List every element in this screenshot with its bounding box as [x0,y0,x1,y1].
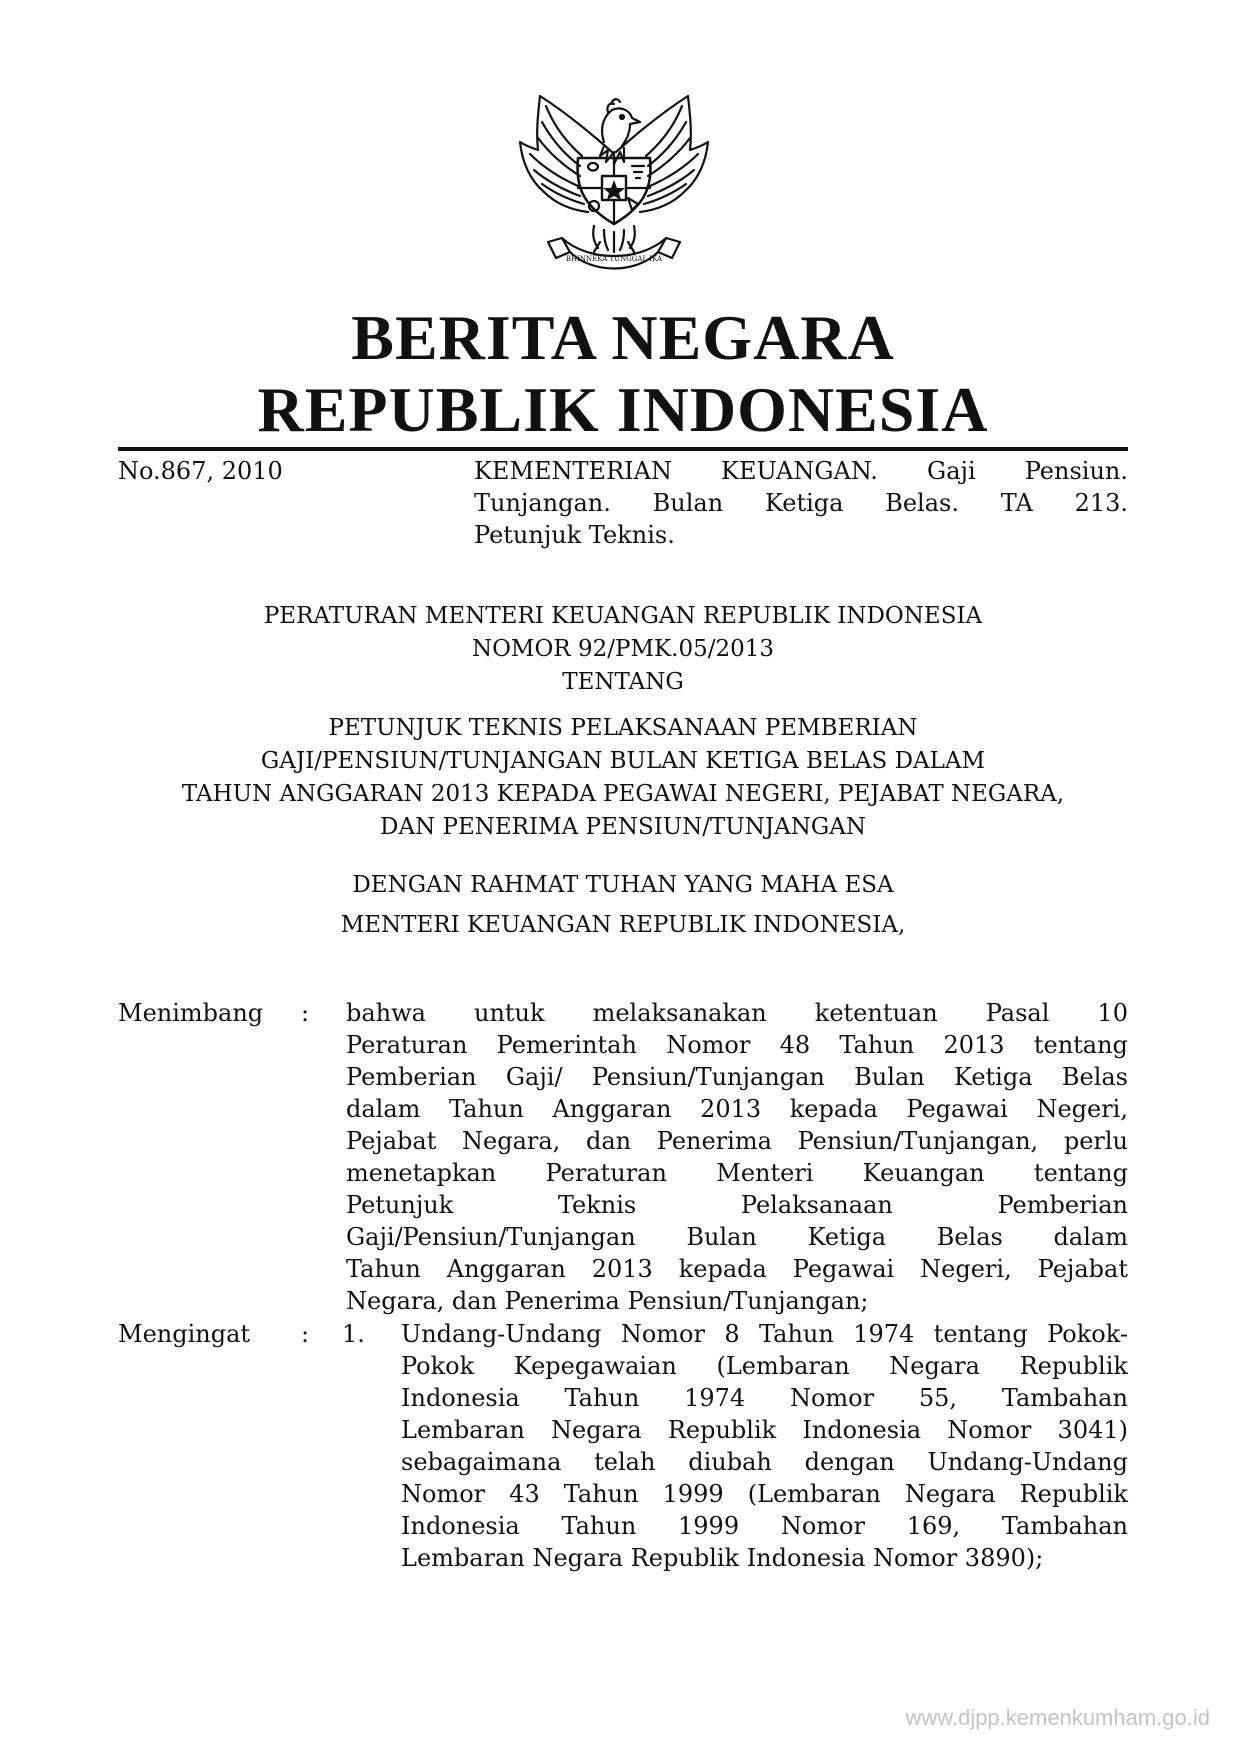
word: Pensiun/Tunjangan [591,1063,825,1091]
regulation-number: NOMOR 92/PMK.05/2013 [471,636,775,662]
word: Indonesia [401,1512,520,1540]
mengingat-colon: : [301,1320,310,1348]
word: dan [585,1127,632,1155]
word: Ketiga [807,1223,887,1251]
word: Pokok [401,1352,475,1380]
mengingat-label: Mengingat [118,1320,251,1348]
word: Indonesia [802,1416,922,1444]
word: 3041) [1057,1416,1128,1444]
invocation: DENGAN RAHMAT TUHAN YANG MAHA ESA [352,872,894,898]
word: Negeri, [1036,1095,1128,1123]
word: Petunjuk [346,1191,454,1219]
issuer: MENTERI KEUANGAN REPUBLIK INDONESIA, [340,912,906,938]
paragraph-line [401,1510,1128,1542]
word: Republik [667,1416,777,1444]
word: Anggaran [446,1255,566,1283]
word: Bulan [652,489,724,517]
word: untuk [474,999,545,1027]
word: Anggaran [552,1095,672,1123]
word: perlu [1063,1127,1128,1155]
word: Negara [550,1416,642,1444]
masthead-title-line2: REPUBLIK INDONESIA [257,374,989,445]
paragraph-line: Lembaran Negara Republik Indonesia Nomor 3890); [401,1544,1044,1572]
word: 43 [509,1480,540,1508]
word: Nomor [666,1031,751,1059]
word: Pejabat [346,1127,437,1155]
word: TA [1000,489,1033,517]
word: Teknis [557,1191,637,1219]
regulation-title-line: GAJI/PENSIUN/TUNJANGAN BULAN KETIGA BELAS DALAM [260,748,986,774]
word: Ketiga [764,489,844,517]
paragraph-line [401,1350,1128,1382]
word: dalam [346,1095,421,1123]
paragraph-line [346,997,1128,1029]
word: ketentuan [814,999,938,1027]
word: menetapkan [346,1159,497,1187]
word: tentang [1033,1031,1128,1059]
word: 48 [779,1031,811,1059]
word: melaksanakan [592,999,767,1027]
word: bahwa [346,999,426,1027]
word: Undang-Undang [401,1320,602,1348]
word: Belas [1061,1063,1128,1091]
menimbang-label: Menimbang [118,999,264,1027]
word: Negara [889,1352,980,1380]
word: Nomor [780,1512,865,1540]
word: kepada [789,1095,878,1123]
word: Tambahan [1001,1384,1128,1412]
word: Pensiun. [1024,457,1128,485]
word: Pejabat [1037,1255,1128,1283]
word: Belas [936,1223,1003,1251]
word: 1999 [678,1512,740,1540]
word: Tahun [449,1095,524,1123]
paragraph-line [346,1093,1128,1125]
word: Pemerintah [496,1031,637,1059]
word: Pemberian [997,1191,1128,1219]
header-divider [118,447,1128,451]
word: 213. [1074,489,1128,517]
paragraph-line [346,1157,1128,1189]
word: (Lembaran [747,1480,881,1508]
word: KEMENTERIAN [474,457,672,485]
paragraph-line [346,1189,1128,1221]
summary-line: Petunjuk Teknis. [474,521,675,549]
word: 2013 [700,1095,762,1123]
word: Tahun [346,1255,421,1283]
word: 2013 [591,1255,653,1283]
word: Pasal [985,999,1050,1027]
word: Lembaran [401,1416,525,1444]
regulation-about: TENTANG [562,669,684,695]
regulation-title-line: TAHUN ANGGARAN 2013 KEPADA PEGAWAI NEGERI, PEJABAT NEGARA, [181,781,1065,807]
summary-line [474,455,1128,487]
paragraph-line [401,1382,1128,1414]
word: Pegawai [906,1095,1008,1123]
word: Tahun [839,1031,915,1059]
paragraph-line [401,1446,1128,1478]
paragraph-line [401,1478,1128,1510]
word: Nomor [620,1320,705,1348]
word: Tambahan [1001,1512,1128,1540]
word: diubah [688,1448,772,1476]
paragraph-line [401,1318,1128,1350]
word: Tahun [759,1320,834,1348]
word: tentang [1033,1159,1128,1187]
word: dengan [804,1448,895,1476]
watermark-url: www.djpp.kemenkumham.go.id [905,1705,1210,1730]
word: Gaji/Pensiun/Tunjangan [346,1223,636,1251]
word: kepada [678,1255,767,1283]
word: Negara, [462,1127,561,1155]
word: Republik [1019,1480,1128,1508]
garuda-emblem-icon [508,92,720,282]
word: 8 [724,1320,740,1348]
word: Belas. [885,489,959,517]
gazette-number: No.867, 2010 [118,457,283,485]
word: Indonesia [401,1384,520,1412]
word: Peraturan [545,1159,667,1187]
word: sebagaimana [401,1448,562,1476]
word: Negara [904,1480,996,1508]
paragraph-line: Negara, dan Penerima Pensiun/Tunjangan; [346,1287,869,1315]
word: (Lembaran [716,1352,850,1380]
word: 169, [906,1512,961,1540]
word: Pokok- [1047,1320,1128,1348]
word: Tunjangan. [474,489,611,517]
word: tentang [933,1320,1028,1348]
paragraph-line [346,1253,1128,1285]
gazette-summary [474,455,1128,551]
menimbang-colon: : [301,999,310,1027]
word: Gaji [927,457,976,485]
mengingat-item-number: 1. [342,1320,365,1348]
word: 2013 [943,1031,1005,1059]
paragraph-line [346,1061,1128,1093]
word: Nomor [947,1416,1032,1444]
word: Pelaksanaan [740,1191,893,1219]
word: 1974 [853,1320,915,1348]
motto-text: BHINNEKA TUNGGAL IKA [565,255,663,263]
word: Tahun [561,1512,637,1540]
word: Negeri, [920,1255,1012,1283]
regulation-title-line: PETUNJUK TEKNIS PELAKSANAAN PEMBERIAN [328,715,918,741]
word: Pegawai [792,1255,895,1283]
word: 55, [918,1384,958,1412]
word: Kepegawaian [513,1352,677,1380]
word: 10 [1097,999,1128,1027]
paragraph-line [401,1414,1128,1446]
word: Nomor [401,1480,486,1508]
word: Tahun [564,1384,640,1412]
summary-line [474,487,1128,519]
word: Menteri [716,1159,814,1187]
word: Ketiga [954,1063,1033,1091]
word: Undang-Undang [927,1448,1128,1476]
word: Republik [1019,1352,1128,1380]
mengingat-paragraph [401,1318,1128,1574]
word: KEUANGAN. [721,457,878,485]
word: Pensiun/Tunjangan, [797,1127,1039,1155]
word: Pemberian [346,1063,477,1091]
regulation-title-line: DAN PENERIMA PENSIUN/TUNJANGAN [380,814,866,840]
menimbang-paragraph [346,997,1128,1317]
paragraph-line [346,1125,1128,1157]
regulation-type: PERATURAN MENTERI KEUANGAN REPUBLIK INDONESIA [263,603,983,629]
word: Penerima [656,1127,772,1155]
paragraph-line [346,1221,1128,1253]
paragraph-line [346,1029,1128,1061]
word: 1999 [662,1480,724,1508]
word: Peraturan [346,1031,468,1059]
word: 1974 [684,1384,746,1412]
word: dalam [1053,1223,1128,1251]
word: Keuangan [862,1159,985,1187]
word: Bulan [854,1063,925,1091]
word: Tahun [563,1480,639,1508]
word: Bulan [686,1223,757,1251]
word: Gaji/ [505,1063,563,1091]
word: telah [594,1448,656,1476]
word: Nomor [789,1384,875,1412]
masthead-title-line1: BERITA NEGARA [351,302,895,373]
